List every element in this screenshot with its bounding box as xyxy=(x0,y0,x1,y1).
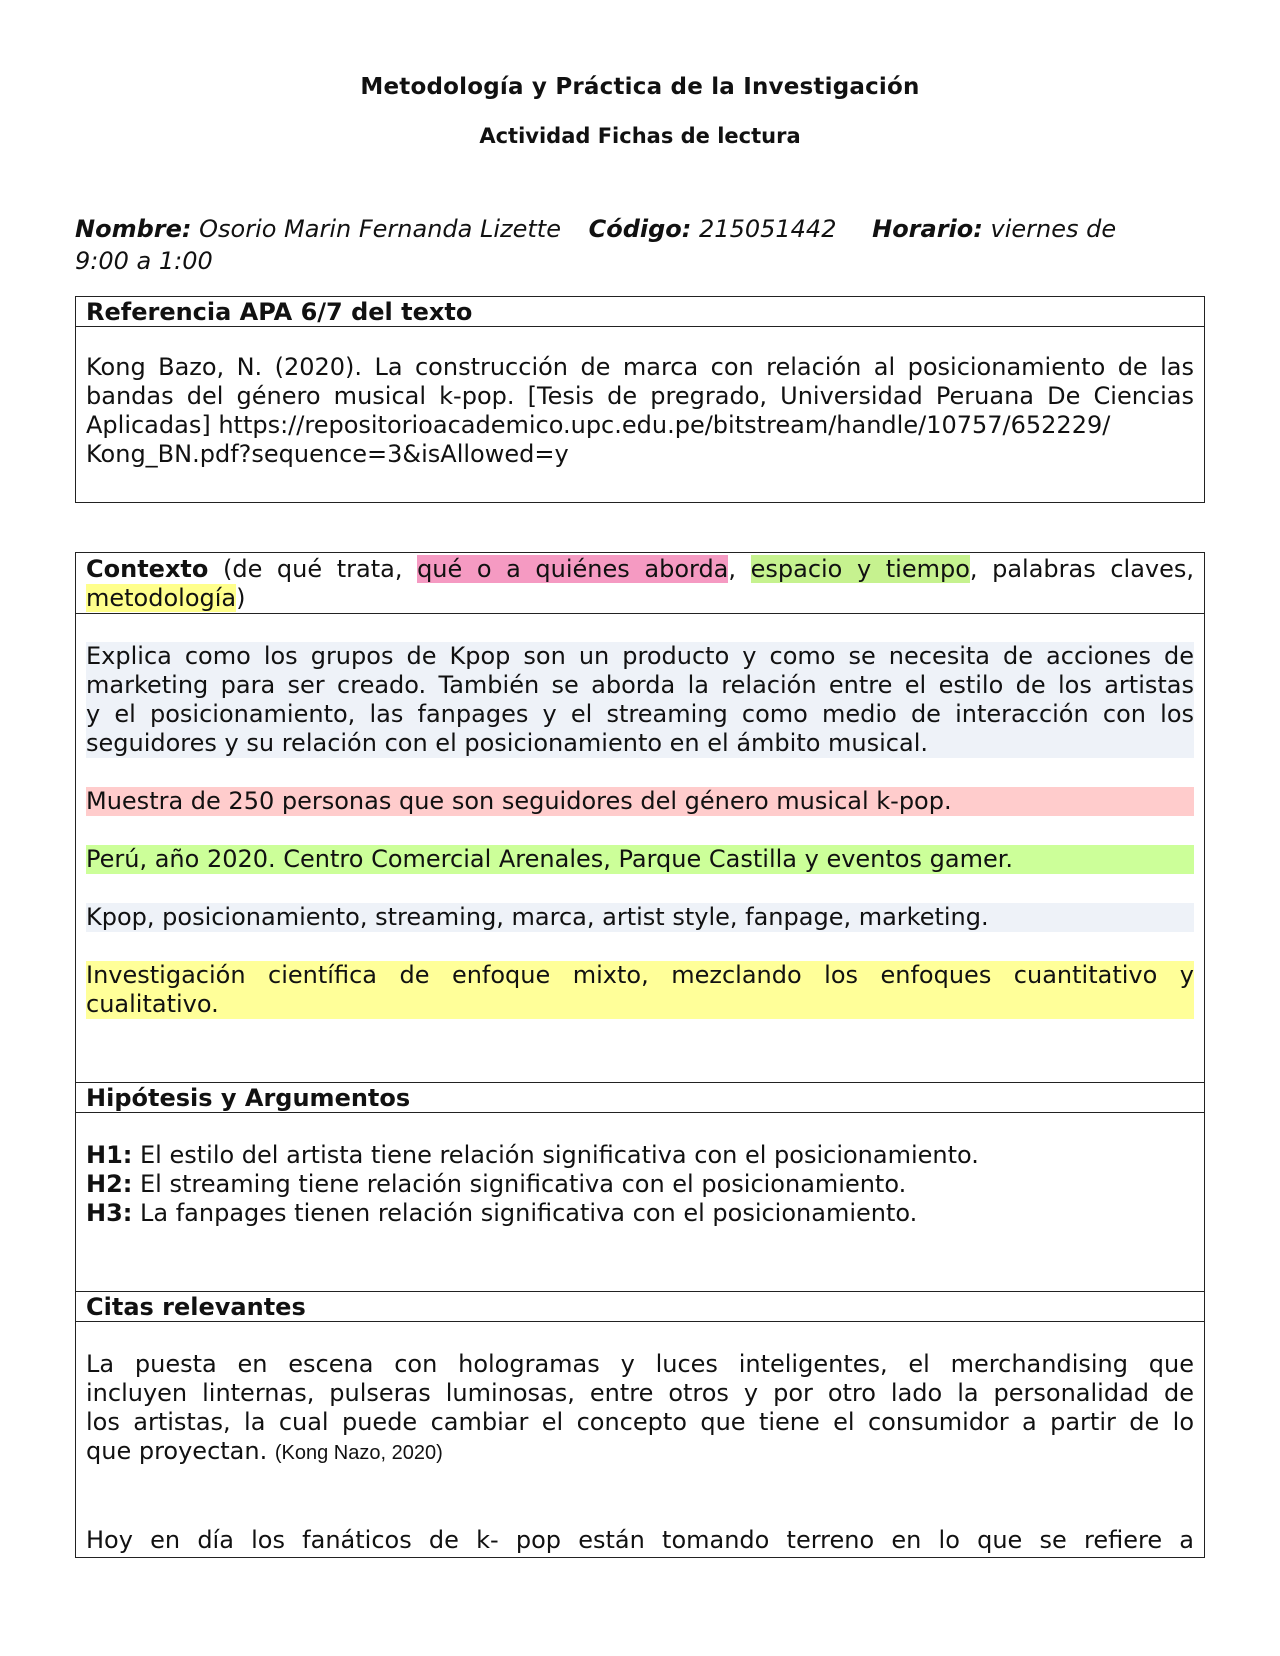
context-heading-bold: Contexto xyxy=(86,555,209,583)
context-heading xyxy=(76,553,1204,614)
place-time-paragraph: Perú, año 2020. Centro Comercial Arenales, Parque Castilla y eventos gamer. xyxy=(86,845,1194,874)
schedule-value-cont: 9:00 a 1:00 xyxy=(75,247,213,275)
hypothesis-label: H1: xyxy=(86,1141,133,1169)
context-body xyxy=(76,614,1204,1083)
keywords-paragraph: Kpop, posicionamiento, streaming, marca, artist style, fanpage, marketing. xyxy=(86,903,1194,932)
summary-line: seguidores y su relación con el posicionamiento en el ámbito musical. xyxy=(86,729,929,757)
context-heading-keywords: , palabras claves, xyxy=(969,555,1194,583)
reference-body xyxy=(76,327,1204,469)
code-value: 215051442 xyxy=(699,215,837,243)
hypothesis-item xyxy=(86,1141,1194,1170)
name-value: Osorio Marin Fernanda Lizette xyxy=(199,215,561,243)
reference-table xyxy=(75,296,1205,503)
hypothesis-text: El streaming tiene relación significativa con el posicionamiento. xyxy=(132,1170,907,1198)
citations-body xyxy=(76,1322,1204,1555)
name-label: Nombre: xyxy=(75,215,192,243)
hypotheses-heading: Hipótesis y Argumentos xyxy=(76,1083,1204,1113)
summary-line: y el posicionamiento, las fanpages y el streaming como medio de interacción con los xyxy=(86,700,1194,728)
summary-paragraph xyxy=(86,642,1194,758)
sample-paragraph: Muestra de 250 personas que son seguidores del género musical k-pop. xyxy=(86,787,1194,816)
summary-line: Explica como los grupos de Kpop son un producto y como se necesita de acciones de xyxy=(86,642,1194,670)
code-label: Código: xyxy=(588,215,692,243)
page-subtitle: Actividad Fichas de lectura xyxy=(479,124,801,148)
highlight-who: qué o a quiénes aborda xyxy=(417,555,729,583)
page-title: Metodología y Práctica de la Investigación xyxy=(360,74,920,100)
reference-heading-text: Referencia APA 6/7 del texto xyxy=(86,298,473,326)
citations-heading: Citas relevantes xyxy=(76,1292,1204,1322)
context-heading-close: ) xyxy=(236,584,246,612)
quote-line: incluyen linternas, pulseras luminosas, entre otros y por otro lado la personalidad de xyxy=(86,1379,1194,1407)
hypothesis-text: La fanpages tienen relación significativa con el posicionamiento. xyxy=(132,1199,918,1227)
hypothesis-item xyxy=(86,1170,1194,1199)
reading-card-table xyxy=(75,552,1205,1558)
summary-line: marketing para ser creado. También se aborda la relación entre el estilo de los artistas xyxy=(86,671,1194,699)
hypothesis-label: H2: xyxy=(86,1170,133,1198)
quote-paragraph xyxy=(86,1350,1194,1468)
reference-heading xyxy=(76,297,1204,327)
reference-line: Aplicadas] https://repositorioacademico.upc.edu.pe/bitstream/handle/10757/652229/ xyxy=(86,411,1111,439)
hypothesis-label: H3: xyxy=(86,1199,133,1227)
highlight-space-time: espacio y tiempo xyxy=(750,555,970,583)
quote-citation: (Kong Nazo, 2020) xyxy=(274,1442,443,1464)
schedule-value: viernes de xyxy=(990,215,1117,243)
methodology-paragraph xyxy=(86,961,1194,1019)
quote-line: los artistas, la cual puede cambiar el concepto que tiene el consumidor a partir de lo xyxy=(86,1408,1194,1436)
quote-line: que proyectan. xyxy=(86,1437,275,1465)
schedule-label: Horario: xyxy=(872,215,983,243)
methodology-line: Investigación científica de enfoque mixto, mezclando los enfoques cuantitativo y xyxy=(86,961,1194,989)
methodology-line: cualitativo. xyxy=(86,990,219,1018)
quote-paragraph xyxy=(86,1526,1194,1555)
quote-line: Hoy en día los fanáticos de k- pop están tomando terreno en lo que se refiere a xyxy=(86,1526,1194,1554)
highlight-methodology: metodología xyxy=(86,584,237,612)
hypotheses-body xyxy=(76,1113,1204,1292)
context-heading-sep: , xyxy=(728,555,751,583)
reference-line: bandas del género musical k-pop. [Tesis de pregrado, Universidad Peruana De Ciencias xyxy=(86,382,1194,410)
reference-line: Kong_BN.pdf?sequence=3&isAllowed=y xyxy=(86,440,569,468)
quote-line: La puesta en escena con hologramas y luces inteligentes, el merchandising que xyxy=(86,1350,1194,1378)
hypothesis-text: El estilo del artista tiene relación significativa con el posicionamiento. xyxy=(132,1141,979,1169)
hypothesis-item xyxy=(86,1199,1194,1228)
student-info xyxy=(75,213,1205,277)
context-heading-text: (de qué trata, xyxy=(208,555,418,583)
reference-line: Kong Bazo, N. (2020). La construcción de marca con relación al posicionamiento de las xyxy=(86,353,1194,381)
